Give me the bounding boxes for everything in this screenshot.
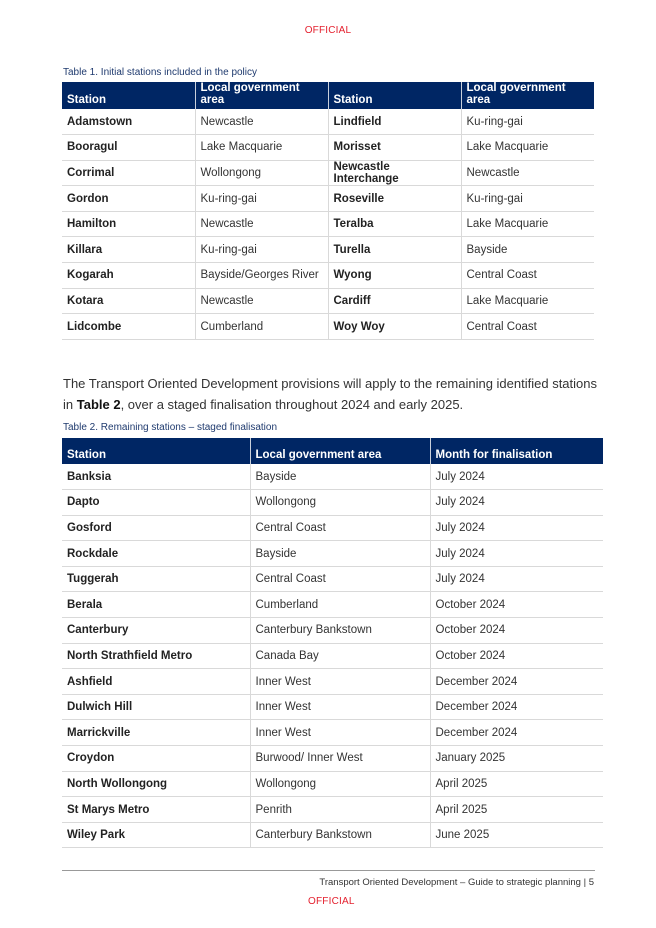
column-header: Local government area bbox=[195, 82, 328, 109]
table-row bbox=[62, 746, 603, 772]
station-cell: Morisset bbox=[328, 135, 461, 161]
paragraph-table-ref: Table 2 bbox=[76, 397, 121, 412]
table-cell: Inner West bbox=[250, 669, 430, 695]
station-cell: Ashfield bbox=[62, 669, 250, 695]
table-row bbox=[62, 135, 594, 161]
table-row bbox=[62, 771, 603, 797]
table-cell: January 2025 bbox=[430, 746, 603, 772]
table-cell: Central Coast bbox=[250, 515, 430, 541]
station-cell: Woy Woy bbox=[328, 314, 461, 340]
station-cell: Kogarah bbox=[62, 263, 195, 289]
body-paragraph bbox=[63, 373, 608, 415]
footer-text: Transport Oriented Development – Guide to strategic planning | 5 bbox=[319, 877, 594, 888]
table2-remaining-stations bbox=[62, 438, 603, 848]
table-row bbox=[62, 618, 603, 644]
paragraph-text: The Transport Oriented Development provisions will apply to the remaining identified stations in bbox=[63, 376, 597, 412]
table-cell: Bayside bbox=[461, 237, 594, 263]
table-row bbox=[62, 160, 594, 186]
table1-header-row bbox=[62, 82, 594, 109]
station-cell: Killara bbox=[62, 237, 195, 263]
table-cell: Lake Macquarie bbox=[195, 135, 328, 161]
table-row bbox=[62, 288, 594, 314]
table-cell: July 2024 bbox=[430, 566, 603, 592]
table-cell: Bayside bbox=[250, 464, 430, 490]
table-cell: Wollongong bbox=[250, 771, 430, 797]
table1-initial-stations bbox=[62, 82, 594, 340]
table-row bbox=[62, 797, 603, 823]
table-cell: Canterbury Bankstown bbox=[250, 822, 430, 848]
table-cell: July 2024 bbox=[430, 515, 603, 541]
table-cell: Ku-ring-gai bbox=[195, 237, 328, 263]
table-cell: December 2024 bbox=[430, 694, 603, 720]
table-cell: Bayside/Georges River bbox=[195, 263, 328, 289]
table-row bbox=[62, 490, 603, 516]
station-cell: Turella bbox=[328, 237, 461, 263]
station-cell: Newcastle Interchange bbox=[328, 160, 461, 186]
table-cell: Ku-ring-gai bbox=[461, 186, 594, 212]
station-cell: Dulwich Hill bbox=[62, 694, 250, 720]
station-cell: Tuggerah bbox=[62, 566, 250, 592]
table-row bbox=[62, 109, 594, 135]
table-cell: Wollongong bbox=[250, 490, 430, 516]
table-cell: Canterbury Bankstown bbox=[250, 618, 430, 644]
table-cell: Newcastle bbox=[195, 211, 328, 237]
table-row bbox=[62, 186, 594, 212]
station-cell: Wyong bbox=[328, 263, 461, 289]
station-cell: Rockdale bbox=[62, 541, 250, 567]
table-cell: Burwood/ Inner West bbox=[250, 746, 430, 772]
table-cell: Bayside bbox=[250, 541, 430, 567]
station-cell: Booragul bbox=[62, 135, 195, 161]
table-row bbox=[62, 694, 603, 720]
table-cell: Lake Macquarie bbox=[461, 288, 594, 314]
table-cell: October 2024 bbox=[430, 592, 603, 618]
table-row bbox=[62, 314, 594, 340]
station-cell: Dapto bbox=[62, 490, 250, 516]
station-cell: Roseville bbox=[328, 186, 461, 212]
station-cell: Teralba bbox=[328, 211, 461, 237]
station-cell: St Marys Metro bbox=[62, 797, 250, 823]
column-header: Station bbox=[62, 82, 195, 109]
station-cell: Canterbury bbox=[62, 618, 250, 644]
table2-body bbox=[62, 464, 603, 848]
table-cell: Cumberland bbox=[250, 592, 430, 618]
table-cell: October 2024 bbox=[430, 643, 603, 669]
table-cell: December 2024 bbox=[430, 720, 603, 746]
footer-divider bbox=[62, 870, 595, 871]
station-cell: North Strathfield Metro bbox=[62, 643, 250, 669]
table-cell: Ku-ring-gai bbox=[461, 109, 594, 135]
paragraph-text-end: , over a staged finalisation throughout 2024 and early 2025. bbox=[120, 397, 464, 412]
table-row bbox=[62, 237, 594, 263]
table-row bbox=[62, 263, 594, 289]
table-row bbox=[62, 211, 594, 237]
station-cell: Gosford bbox=[62, 515, 250, 541]
table-cell: June 2025 bbox=[430, 822, 603, 848]
station-cell: Croydon bbox=[62, 746, 250, 772]
table-row bbox=[62, 464, 603, 490]
station-cell: Lindfield bbox=[328, 109, 461, 135]
table-cell: July 2024 bbox=[430, 541, 603, 567]
table-cell: Inner West bbox=[250, 720, 430, 746]
table-cell: Newcastle bbox=[195, 109, 328, 135]
table-cell: Lake Macquarie bbox=[461, 211, 594, 237]
table-cell: Cumberland bbox=[195, 314, 328, 340]
table-cell: Central Coast bbox=[461, 314, 594, 340]
station-cell: Hamilton bbox=[62, 211, 195, 237]
station-cell: Cardiff bbox=[328, 288, 461, 314]
table-row bbox=[62, 515, 603, 541]
table-cell: December 2024 bbox=[430, 669, 603, 695]
table-row bbox=[62, 592, 603, 618]
table1-caption: Table 1. Initial stations included in the policy bbox=[63, 67, 258, 78]
table-row bbox=[62, 822, 603, 848]
table-row bbox=[62, 566, 603, 592]
classification-header: OFFICIAL bbox=[304, 25, 352, 36]
table-cell: Inner West bbox=[250, 694, 430, 720]
table-cell: Lake Macquarie bbox=[461, 135, 594, 161]
table1-body bbox=[62, 109, 594, 339]
column-header: Local government area bbox=[461, 82, 594, 109]
station-cell: Banksia bbox=[62, 464, 250, 490]
table-cell: April 2025 bbox=[430, 797, 603, 823]
table-row bbox=[62, 669, 603, 695]
table-cell: April 2025 bbox=[430, 771, 603, 797]
table-cell: Central Coast bbox=[250, 566, 430, 592]
column-header: Station bbox=[328, 82, 461, 109]
column-header: Local government area bbox=[250, 438, 430, 464]
table-cell: Penrith bbox=[250, 797, 430, 823]
table-cell: Wollongong bbox=[195, 160, 328, 186]
table-row bbox=[62, 541, 603, 567]
table2-header-row bbox=[62, 438, 603, 464]
station-cell: Adamstown bbox=[62, 109, 195, 135]
table-row bbox=[62, 720, 603, 746]
table-cell: October 2024 bbox=[430, 618, 603, 644]
table-cell: Ku-ring-gai bbox=[195, 186, 328, 212]
table-cell: Newcastle bbox=[195, 288, 328, 314]
table-cell: Canada Bay bbox=[250, 643, 430, 669]
column-header: Month for finalisation bbox=[430, 438, 603, 464]
station-cell: Berala bbox=[62, 592, 250, 618]
station-cell: Wiley Park bbox=[62, 822, 250, 848]
station-cell: North Wollongong bbox=[62, 771, 250, 797]
table-cell: Central Coast bbox=[461, 263, 594, 289]
station-cell: Corrimal bbox=[62, 160, 195, 186]
table-cell: July 2024 bbox=[430, 464, 603, 490]
station-cell: Marrickville bbox=[62, 720, 250, 746]
station-cell: Lidcombe bbox=[62, 314, 195, 340]
column-header: Station bbox=[62, 438, 250, 464]
station-cell: Kotara bbox=[62, 288, 195, 314]
table-cell: July 2024 bbox=[430, 490, 603, 516]
table-cell: Newcastle bbox=[461, 160, 594, 186]
classification-footer: OFFICIAL bbox=[308, 896, 355, 907]
table-row bbox=[62, 643, 603, 669]
station-cell: Gordon bbox=[62, 186, 195, 212]
table2-caption: Table 2. Remaining stations – staged finalisation bbox=[63, 422, 278, 433]
